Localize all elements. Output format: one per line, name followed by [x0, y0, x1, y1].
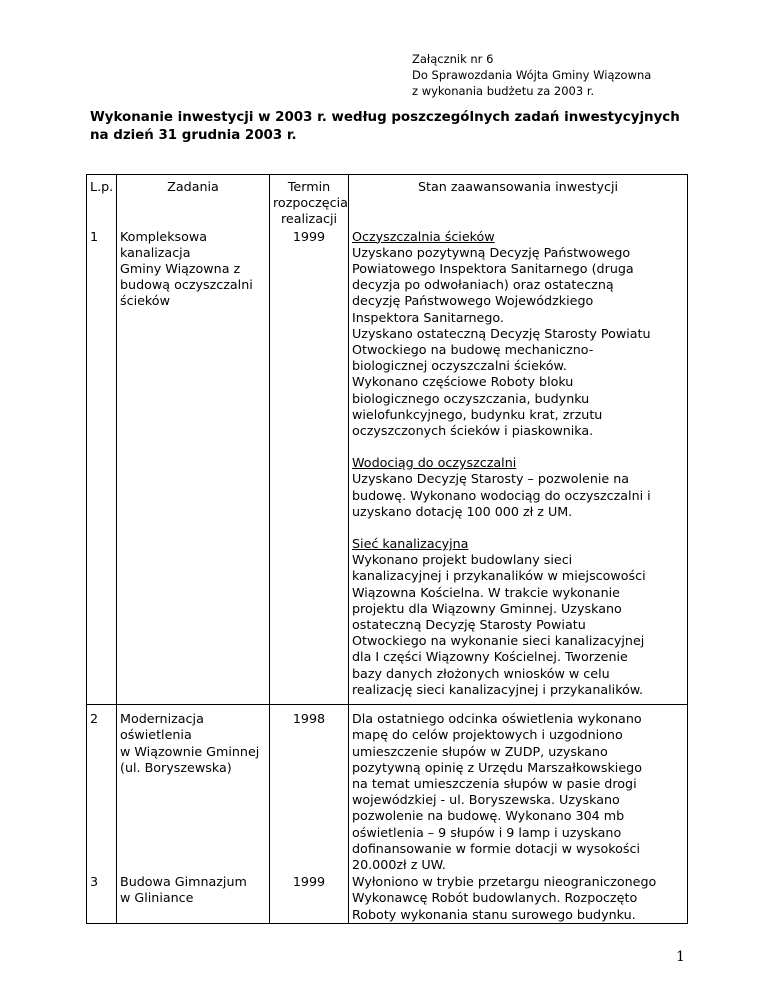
row-task: Modernizacja oświetlenia w Wiązownie Gminnej (ul. Boryszewska)	[117, 705, 270, 874]
table-row	[87, 228, 688, 705]
attachment-line: Do Sprawozdania Wójta Gminy Wiązowna	[412, 68, 652, 82]
row-lp: 3	[87, 873, 117, 923]
table-row	[87, 705, 688, 874]
row-lp: 1	[87, 228, 117, 705]
attachment-note	[412, 51, 651, 99]
section-heading: Sieć kanalizacyjna	[352, 536, 469, 552]
header-lp: L.p.	[87, 175, 117, 228]
row-status: Dla ostatniego odcinka oświetlenia wykonano mapę do celów projektowych i uzgodniono umieszczenie słupów w ZUDP, uzyskano pozytywną opinię z Urzędu Marszałkowskiego na temat umieszczenia słupów w pasie drogi wojewódzkiej - ul. Boryszewska. Uzyskano pozwolenie na budowę. Wykonano 304 mb oświetlenia – 9 słupów i 9 lamp i uzyskano dofinansowanie w formie dotacji w wysokości 20.000zł z UW.	[349, 705, 688, 874]
row-task: Kompleksowa kanalizacja Gminy Wiązowna z budową oczyszczalni ścieków	[117, 228, 270, 705]
title-line: na dzień 31 grudnia 2003 r.	[90, 128, 297, 143]
section-heading: Oczyszczalnia ścieków	[352, 228, 495, 244]
row-lp: 2	[87, 705, 117, 874]
row-status: Oczyszczalnia ścieków Uzyskano pozytywną Decyzję Państwowego Powiatowego Inspektora Sanitarnego (druga decyzja po odwołaniach) oraz ostateczną decyzję Państwowego Wojewódzkiego Inspektora Sanitarnego. Uzyskano ostateczną Decyzję Starosty Powiatu Otwockiego na budowę mechaniczno- biologicznej oczyszczalni ścieków. Wykonano częściowe Roboty bloku biologicznego oczyszczania, budynku wielofunkcyjnego, budynku krat, zrzutu oczyszczonych ścieków i piaskownika. Wodociąg do oczyszczalni Uzyskano Decyzję Starosty – pozwolenie na budowę. Wykonano wodociąg do oczyszczalni i uzyskano dotację 100 000 zł z UM. Sieć kanalizacyjna Wykonano projekt budowlany sieci kanalizacyjnej i przykanalików w miejscowości Wiązowna Kościelna. W trakcie wykonanie projektu dla Wiązowny Gminnej. Uzyskano ostateczną Decyzję Starosty Powiatu Otwockiego na wykonanie sieci kanalizacyjnej dla I części Wiązowny Kościelnej. Tworzenie bazy danych złożonych wniosków w celu realizację sieci kanalizacyjnej i przykanalików.	[349, 228, 688, 705]
attachment-line: Załącznik nr 6	[412, 52, 494, 66]
header-status: Stan zaawansowania inwestycji	[349, 175, 688, 228]
document-title	[90, 109, 680, 145]
attachment-line: z wykonania budżetu za 2003 r.	[412, 84, 595, 98]
investment-table	[86, 174, 688, 924]
header-task: Zadania	[117, 175, 270, 228]
row-task: Budowa Gimnazjum w Gliniance	[117, 873, 270, 923]
header-term: Termin rozpoczęcia realizacji	[270, 175, 349, 228]
row-term: 1999	[270, 228, 349, 705]
row-term: 1999	[270, 873, 349, 923]
section-heading: Wodociąg do oczyszczalni	[352, 455, 517, 471]
row-term: 1998	[270, 705, 349, 874]
row-status: Wyłoniono w trybie przetargu nieograniczonego Wykonawcę Robót budowlanych. Rozpoczęto Roboty wykonania stanu surowego budynku.	[349, 873, 688, 923]
page-number: 1	[676, 949, 685, 965]
title-line: Wykonanie inwestycji w 2003 r. według poszczególnych zadań inwestycyjnych	[90, 110, 680, 125]
table-row	[87, 873, 688, 923]
table-header-row	[87, 175, 688, 228]
